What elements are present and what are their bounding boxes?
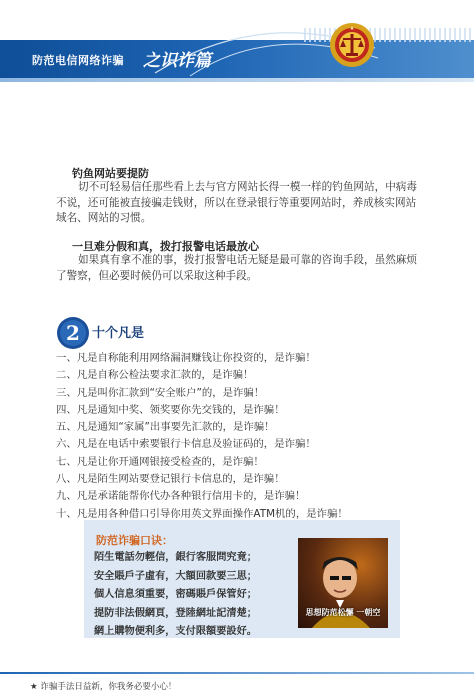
rhyme-line: 安全賬戶子虛有，大額回款要三思；	[94, 569, 257, 582]
section-title: 十个凡是	[92, 326, 145, 341]
police-emblem-icon	[329, 22, 375, 68]
list-item: 二、凡是自称公检法要求汇款的，是诈骗！	[56, 369, 254, 382]
rhyme-line: 陌生電話勿輕信，銀行客服問究竟；	[94, 551, 257, 563]
rhyme-line: 網上購物便利多，支付限額要設好。	[94, 625, 257, 637]
tip-text: 如果真有拿不准的事，拨打报警电话无疑是最可靠的咨询手段，虽然麻烦了警察，但必要时候仍可以采取这种手段。	[56, 254, 417, 282]
tip-text: 切不可轻易信任那些看上去与官方网站长得一模一样的钓鱼网站，中病毒不说，还可能被直接骗走钱财，所以在登录银行等重要网站时，养成核实网站域名、网站的习惯。	[56, 181, 417, 224]
footer-text: 诈骗手法日益新，你我务必要小心！	[40, 682, 177, 692]
photo-caption: 思想防范松懈 一朝空	[305, 608, 381, 617]
tip-title: 一旦难分假和真，拨打报警电话最放心	[72, 240, 259, 253]
list-item: 七、凡是让你开通网银接受检查的，是诈骗！	[56, 455, 264, 468]
list-item: 十、凡是用各种借口引导你用英文界面操作ATM机的，是诈骗！	[56, 507, 348, 520]
list-item: 三、凡是叫你汇款到“安全账户”的，是诈骗！	[56, 386, 265, 399]
list-item: 一、凡是自称能利用网络漏洞赚钱让你投资的，是诈骗！	[56, 352, 316, 364]
footer-divider	[0, 672, 474, 674]
fraud-tips-title: 防范诈骗口诀：	[96, 534, 173, 547]
list-item: 八、凡是陌生网站要登记银行卡信息的，是诈骗！	[56, 473, 285, 486]
header-title: 防范电信网络诈骗	[32, 54, 124, 67]
comedian-photo	[298, 538, 388, 628]
list-item: 六、凡是在电话中索要银行卡信息及验证码的，是诈骗！	[56, 438, 316, 451]
header-underline	[0, 78, 474, 82]
rules-list	[56, 350, 348, 523]
list-item: 四、凡是通知中奖、领奖要你先交钱的，是诈骗！	[56, 403, 285, 416]
section-number-badge	[56, 316, 90, 350]
section-number: 2	[66, 321, 80, 345]
list-item: 五、凡是通知“家属”出事要先汇款的，是诈骗！	[56, 421, 275, 434]
rhyme-line: 個人信息須重要，密碼賬戶保管好；	[94, 588, 257, 600]
fraud-rhyme-list	[94, 548, 257, 641]
header-title-emphasis: 之识诈篇	[143, 51, 211, 71]
tip-title: 钓鱼网站要提防	[72, 167, 149, 180]
list-item: 九、凡是承诺能帮你代办各种银行信用卡的，是诈骗！	[56, 490, 306, 503]
rhyme-line: 提防非法假網頁，登陸網址記清楚；	[94, 606, 257, 619]
footer-note	[30, 680, 176, 692]
star-icon: ★	[30, 682, 38, 692]
